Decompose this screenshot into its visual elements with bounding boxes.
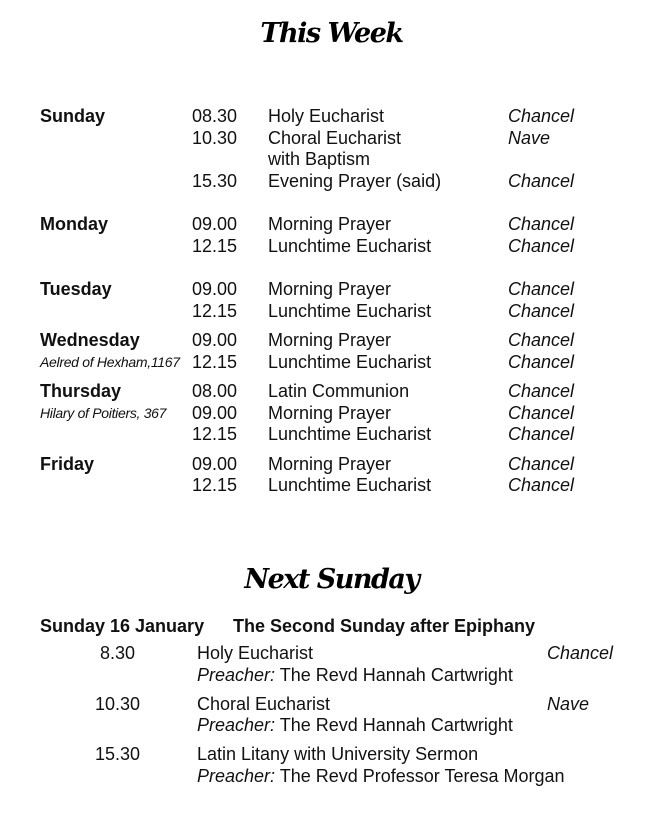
next-sunday-date: Sunday 16 January bbox=[40, 616, 205, 636]
service-time: 15.30 bbox=[192, 171, 238, 191]
service-name: Lunchtime Eucharist bbox=[268, 475, 432, 495]
service-name: Lunchtime Eucharist bbox=[268, 352, 432, 372]
service-location: Nave bbox=[508, 128, 551, 148]
service-location: Chancel bbox=[508, 381, 575, 401]
service-location: Chancel bbox=[508, 403, 575, 423]
service-location: Chancel bbox=[508, 214, 575, 234]
service-location: Chancel bbox=[508, 352, 575, 372]
service-location: Chancel bbox=[508, 236, 575, 256]
service-time: 10.30 bbox=[192, 128, 238, 148]
day-label: Thursday bbox=[40, 381, 122, 401]
service-location: Chancel bbox=[508, 279, 575, 299]
preacher-label: Preacher: bbox=[197, 715, 276, 735]
next-sunday-heading: Next Sunday bbox=[244, 564, 419, 595]
day-label: Sunday bbox=[40, 106, 106, 126]
service-name: Morning Prayer bbox=[268, 279, 392, 299]
preacher-name: The Revd Hannah Cartwright bbox=[275, 665, 513, 685]
service-name: Latin Litany with University Sermon bbox=[197, 744, 479, 764]
service-time: 09.00 bbox=[192, 403, 238, 423]
service-location: Chancel bbox=[508, 301, 575, 321]
service-time: 15.30 bbox=[95, 744, 141, 764]
service-name: Lunchtime Eucharist bbox=[268, 236, 432, 256]
service-time: 09.00 bbox=[192, 454, 238, 474]
service-time: 08.00 bbox=[192, 381, 238, 401]
service-time: 12.15 bbox=[192, 236, 238, 256]
service-name: Choral Eucharist bbox=[197, 694, 331, 714]
day-label: Friday bbox=[40, 454, 95, 474]
preacher-line bbox=[197, 664, 513, 686]
service-time: 8.30 bbox=[100, 643, 136, 663]
service-time: 12.15 bbox=[192, 352, 238, 372]
service-location: Chancel bbox=[508, 475, 575, 495]
day-label: Tuesday bbox=[40, 279, 112, 299]
preacher-name: The Revd Hannah Cartwright bbox=[275, 715, 513, 735]
service-time: 08.30 bbox=[192, 106, 238, 126]
service-name: Choral Eucharist bbox=[268, 128, 402, 148]
service-name: Holy Eucharist bbox=[197, 643, 314, 663]
service-name: Morning Prayer bbox=[268, 214, 392, 234]
preacher-line bbox=[197, 714, 513, 736]
service-time: 09.00 bbox=[192, 330, 238, 350]
preacher-label: Preacher: bbox=[197, 766, 276, 786]
service-name: Morning Prayer bbox=[268, 403, 392, 423]
service-name: Morning Prayer bbox=[268, 330, 392, 350]
service-name: Holy Eucharist bbox=[268, 106, 385, 126]
feast-label: Hilary of Poitiers, 367 bbox=[40, 405, 167, 421]
next-sunday-occasion: The Second Sunday after Epiphany bbox=[233, 616, 536, 636]
day-label: Wednesday bbox=[40, 330, 140, 350]
service-name-continued: with Baptism bbox=[268, 149, 371, 169]
service-time: 09.00 bbox=[192, 279, 238, 299]
service-location: Chancel bbox=[508, 424, 575, 444]
service-time: 10.30 bbox=[95, 694, 141, 714]
service-name: Morning Prayer bbox=[268, 454, 392, 474]
preacher-line bbox=[197, 765, 565, 787]
preacher-name: The Revd Professor Teresa Morgan bbox=[275, 766, 565, 786]
service-time: 12.15 bbox=[192, 424, 238, 444]
preacher-label: Preacher: bbox=[197, 665, 276, 685]
this-week-heading: This Week bbox=[260, 18, 403, 49]
service-time: 09.00 bbox=[192, 214, 238, 234]
day-label: Monday bbox=[40, 214, 109, 234]
service-location: Chancel bbox=[508, 171, 575, 191]
service-time: 12.15 bbox=[192, 475, 238, 495]
service-name: Evening Prayer (said) bbox=[268, 171, 442, 191]
service-name: Latin Communion bbox=[268, 381, 410, 401]
service-name: Lunchtime Eucharist bbox=[268, 424, 432, 444]
service-location: Chancel bbox=[508, 106, 575, 126]
service-location: Chancel bbox=[508, 454, 575, 474]
service-time: 12.15 bbox=[192, 301, 238, 321]
service-location: Chancel bbox=[547, 643, 614, 663]
service-name: Lunchtime Eucharist bbox=[268, 301, 432, 321]
service-location: Chancel bbox=[508, 330, 575, 350]
feast-label: Aelred of Hexham,1167 bbox=[40, 354, 180, 370]
service-location: Nave bbox=[547, 694, 590, 714]
